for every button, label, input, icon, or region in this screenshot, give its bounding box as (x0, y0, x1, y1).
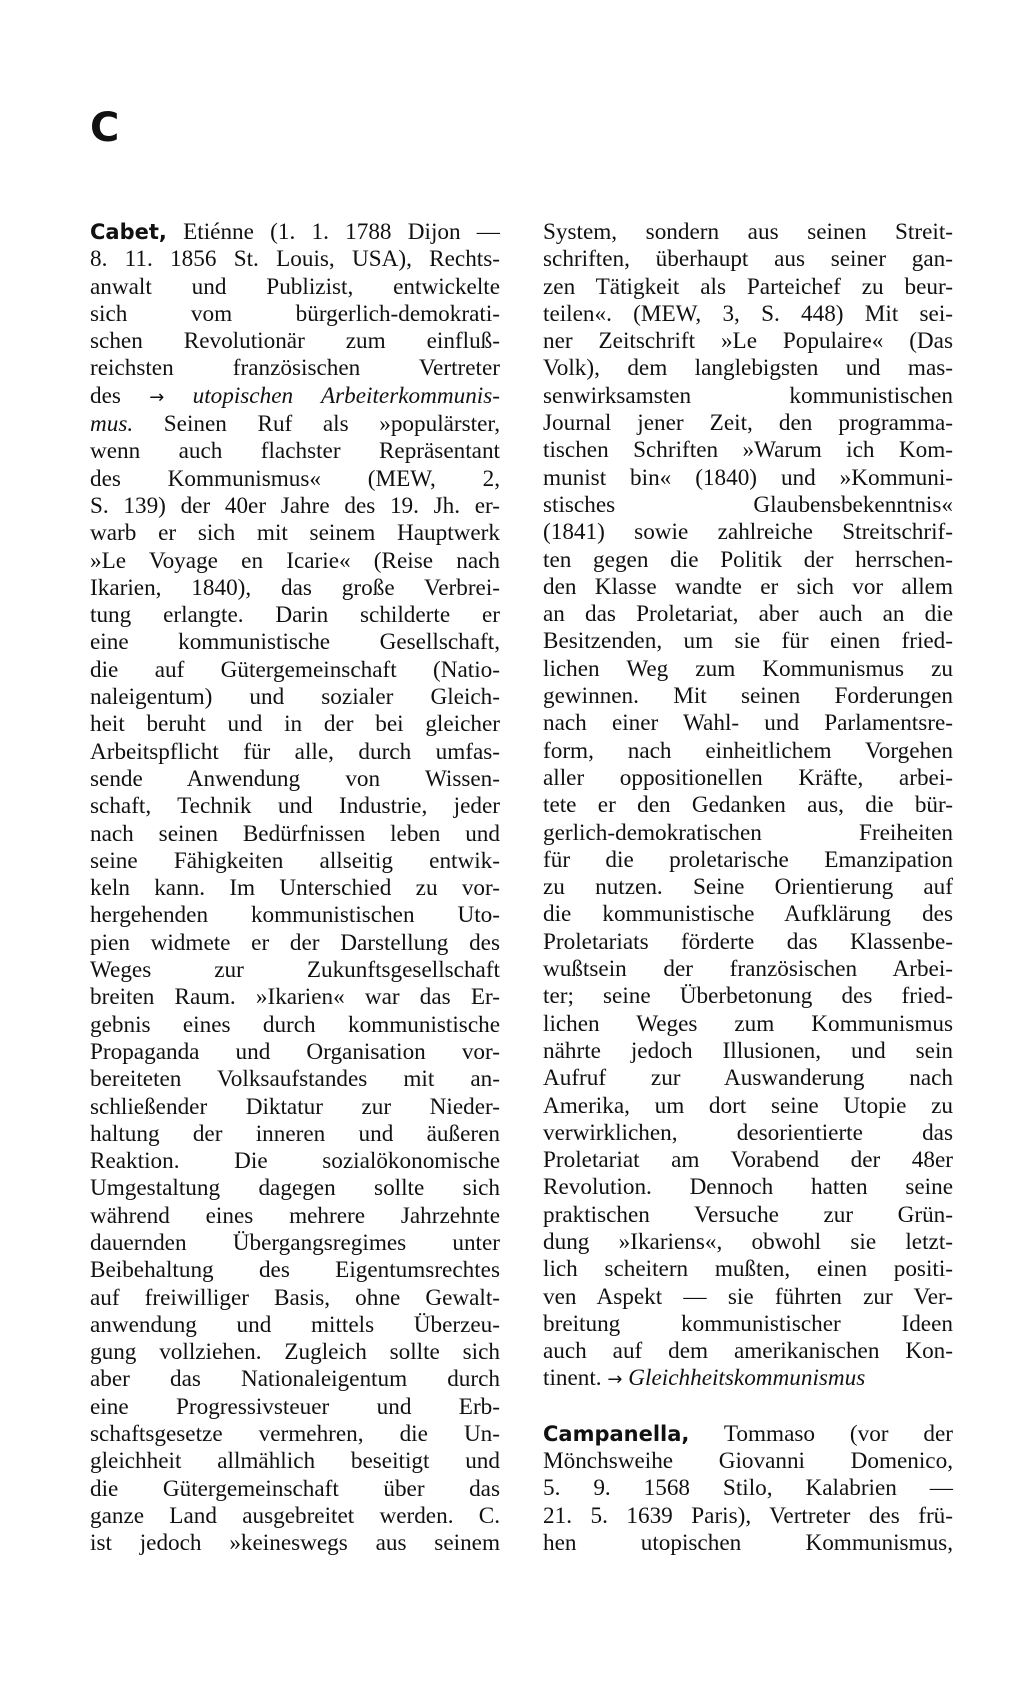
entry-headword: Campanella, (543, 1421, 690, 1446)
text-run: dauernden Übergangsregimes unter (90, 1229, 500, 1256)
text-line (543, 628, 953, 655)
text-line (543, 574, 953, 601)
text-line (90, 684, 500, 711)
text-line (90, 1503, 500, 1530)
text-line (543, 1093, 953, 1120)
text-line (543, 683, 953, 710)
text-run: aber das Nationaleigentum durch (90, 1366, 500, 1393)
text-run: Proletariat am Vorabend der 48er (543, 1147, 953, 1174)
text-line (90, 1066, 500, 1093)
text-run: Reaktion. Die sozialökonomische (90, 1148, 500, 1175)
text-run: lichen Weg zum Kommunismus zu (543, 655, 953, 682)
text-line (90, 1312, 500, 1339)
text-run: während eines mehrere Jahrzehnte (90, 1202, 500, 1229)
text-run: lichen Weges zum Kommunismus (543, 1010, 953, 1037)
text-run: Ikarien, 1840), das große Verbrei- (90, 574, 500, 601)
text-line (90, 1175, 500, 1202)
text-run: Aufruf zur Auswanderung nach (543, 1065, 953, 1092)
text-run: auf freiwilliger Basis, ohne Gewalt- (90, 1284, 500, 1311)
text-line (543, 901, 953, 928)
text-run: dung »Ikariens«, obwohl sie letzt- (543, 1228, 953, 1255)
text-line (90, 1285, 500, 1312)
text-line (543, 1284, 953, 1311)
text-run: Mönchsweihe Giovanni Domenico, (543, 1448, 953, 1475)
text-line (543, 1120, 953, 1147)
text-line (543, 792, 953, 819)
text-run: hergehenden kommunistischen Uto- (90, 902, 500, 929)
text-run: für die proletarische Emanzipation (543, 846, 953, 873)
text-run: breiten Raum. »Ikarien« war das Er- (90, 984, 500, 1011)
text-line (90, 246, 500, 273)
text-line (90, 1339, 500, 1366)
text-run: tischen Schriften »Warum ich Kom- (543, 437, 953, 464)
text-run: Etiénne (1. 1. 1788 Dijon — (166, 219, 500, 245)
text-run: schen Revolutionär zum einfluß- (90, 328, 500, 355)
text-run: schriften, überhaupt aus seiner gan- (543, 246, 953, 273)
text-run: seine Fähigkeiten allseitig entwik- (90, 847, 500, 874)
text-run: Propaganda und Organisation vor- (90, 1038, 500, 1065)
text-line (90, 1039, 500, 1066)
text-line (90, 1094, 500, 1121)
cross-reference-term: utopischen Arbeiterkommunis- (164, 382, 500, 409)
text-line (90, 575, 500, 602)
text-line (543, 1038, 953, 1065)
text-run: anwendung und mittels Überzeu- (90, 1311, 500, 1338)
text-line (90, 383, 500, 411)
text-line (90, 821, 500, 848)
text-line (543, 656, 953, 683)
text-run: Umgestaltung dagegen sollte sich (90, 1175, 500, 1202)
text-line (90, 1476, 500, 1503)
text-run: verwirklichen, desorientierte das (543, 1119, 953, 1146)
text-run: 5. 9. 1568 Stilo, Kalabrien — (543, 1475, 953, 1502)
text-run: wenn auch flachster Repräsentant (90, 438, 500, 465)
text-run: gleichheit allmählich beseitigt und (90, 1448, 500, 1475)
text-run: stisches Glaubensbekenntnis« (543, 491, 953, 518)
text-run: tinent. (543, 1365, 608, 1392)
text-line (90, 875, 500, 902)
cross-reference-term: Gleichheitskommunismus (622, 1365, 866, 1392)
text-run: Seinen Ruf als »populärster, (133, 411, 500, 438)
text-run: warb er sich mit seinem Hauptwerk (90, 520, 500, 547)
text-line (90, 602, 500, 629)
text-run: breitung kommunistischer Ideen (543, 1310, 953, 1337)
text-line (543, 847, 953, 874)
text-run: schaft, Technik und Industrie, jeder (90, 793, 500, 820)
text-run: hen utopischen Kommunismus, (543, 1529, 953, 1556)
text-line (90, 1230, 500, 1257)
text-line (90, 1203, 500, 1230)
text-line (90, 629, 500, 656)
text-run: wußtsein der französischen Arbei- (543, 956, 953, 983)
text-run: tung erlangte. Darin schilderte er (90, 602, 500, 629)
text-line (543, 410, 953, 437)
text-run: System, sondern aus seinen Streit- (543, 219, 953, 245)
text-line (543, 1448, 953, 1475)
text-column-right (543, 219, 953, 1557)
text-run: Journal jener Zeit, den programma- (543, 410, 953, 437)
text-line (543, 983, 953, 1010)
text-run: auch auf dem amerikanischen Kon- (543, 1338, 953, 1365)
entry-headword: Cabet, (90, 220, 167, 244)
text-line (543, 956, 953, 983)
text-run: 8. 11. 1856 St. Louis, USA), Rechts- (90, 246, 500, 273)
text-run: lich scheitern mußten, einen positi- (543, 1256, 953, 1283)
text-line (90, 1121, 500, 1148)
text-line (90, 355, 500, 382)
text-line (543, 246, 953, 273)
text-run: die kommunistische Aufklärung des (543, 901, 953, 928)
text-run: Volk), dem langlebigsten und mas- (543, 355, 953, 382)
text-line (90, 848, 500, 875)
text-line (543, 274, 953, 301)
text-run: nährte jedoch Illusionen, und sein (543, 1037, 953, 1064)
text-line (543, 1256, 953, 1283)
text-line (90, 219, 500, 246)
text-run: (1841) sowie zahlreiche Streitschrif- (543, 519, 953, 546)
text-run: Proletariats förderte das Klassenbe- (543, 928, 953, 955)
text-run: an das Proletariat, aber auch an die (543, 601, 953, 628)
text-run: »Le Voyage en Icarie« (Reise nach (90, 547, 500, 574)
text-run: aller oppositionellen Kräfte, arbei- (543, 764, 953, 791)
cross-reference-term: mus. (90, 411, 134, 438)
text-run: ganze Land ausgebreitet werden. C. (90, 1502, 500, 1529)
text-run: gerlich-demokratischen Freiheiten (543, 819, 953, 846)
text-run: Arbeitspflicht für alle, durch umfas- (90, 738, 500, 765)
text-line (543, 765, 953, 792)
text-run: eine Progressivsteuer und Erb- (90, 1393, 500, 1420)
text-line (543, 1338, 953, 1365)
text-run: pien widmete er der Darstellung des (90, 929, 500, 956)
text-line (90, 957, 500, 984)
text-run: ven Aspekt — sie führten zur Ver- (543, 1283, 953, 1310)
text-run: gebnis eines durch kommunistische (90, 1011, 500, 1038)
text-run: die auf Gütergemeinschaft (Natio- (90, 656, 500, 683)
text-run: ner Zeitschrift »Le Populaire« (Das (543, 328, 953, 355)
text-run: heit beruht und in der bei gleicher (90, 711, 500, 738)
text-line (543, 1174, 953, 1201)
text-line (90, 1257, 500, 1284)
text-run: nach einer Wahl- und Parlamentsre- (543, 710, 953, 737)
cross-reference-arrow-icon: → (607, 1369, 623, 1391)
text-run: praktischen Versuche zur Grün- (543, 1201, 953, 1228)
text-run: schließender Diktatur zur Nieder- (90, 1093, 500, 1120)
text-line (90, 411, 500, 438)
text-line (90, 1448, 500, 1475)
text-run: des Kommunismus« (MEW, 2, (90, 465, 500, 492)
text-run: senwirksamsten kommunistischen (543, 382, 953, 409)
text-run: naleigentum) und sozialer Gleich- (90, 684, 500, 711)
text-line (90, 902, 500, 929)
text-run: teilen«. (MEW, 3, S. 448) Mit sei- (543, 300, 953, 327)
text-line (90, 984, 500, 1011)
paragraph-gap (543, 1394, 953, 1421)
text-line (90, 466, 500, 493)
text-line (543, 1202, 953, 1229)
text-line (543, 383, 953, 410)
text-run: tete er den Gedanken aus, die bür- (543, 792, 953, 819)
text-line (90, 493, 500, 520)
text-run: die Gütergemeinschaft über das (90, 1475, 500, 1502)
text-run: 21. 5. 1639 Paris), Vertreter des frü- (543, 1502, 953, 1529)
text-run: haltung der inneren und äußeren (90, 1120, 500, 1147)
text-run: zen Tätigkeit als Parteichef zu beur- (543, 273, 953, 300)
text-line (543, 1475, 953, 1502)
text-run: Besitzenden, um sie für einen fried- (543, 628, 953, 655)
text-run: ist jedoch »keineswegs aus seinem (90, 1530, 500, 1557)
text-line (543, 492, 953, 519)
text-line (543, 820, 953, 847)
text-run: sende Anwendung von Wissen- (90, 765, 500, 792)
text-run: S. 139) der 40er Jahre des 19. Jh. er- (90, 492, 500, 519)
text-line (543, 355, 953, 382)
text-line (90, 1148, 500, 1175)
text-line (90, 1394, 500, 1421)
text-line (90, 301, 500, 328)
text-run: den Klasse wandte er sich vor allem (543, 573, 953, 600)
text-line (543, 465, 953, 492)
text-run: Revolution. Dennoch hatten seine (543, 1174, 953, 1201)
text-run: sich vom bürgerlich-demokrati- (90, 300, 500, 327)
text-run: keln kann. Im Unterschied zu vor- (90, 875, 500, 902)
text-line (90, 793, 500, 820)
text-run: Weges zur Zukunftsgesellschaft (90, 957, 500, 984)
text-line (543, 301, 953, 328)
text-run: Beibehaltung des Eigentumsrechtes (90, 1257, 500, 1284)
text-run: form, nach einheitlichem Vorgehen (543, 737, 953, 764)
text-line (543, 1503, 953, 1530)
text-line (90, 1421, 500, 1448)
text-line (90, 548, 500, 575)
text-line (543, 601, 953, 628)
text-line (90, 1530, 500, 1557)
text-line (90, 274, 500, 301)
text-line (90, 438, 500, 465)
text-line (543, 519, 953, 546)
text-line (543, 929, 953, 956)
text-run: bereiteten Volksaufstandes mit an- (90, 1066, 500, 1093)
text-line (543, 1311, 953, 1338)
text-line (543, 1011, 953, 1038)
text-run: anwalt und Publizist, entwickelte (90, 273, 500, 300)
text-line (90, 711, 500, 738)
text-line (90, 328, 500, 355)
text-run: zu nutzen. Seine Orientierung auf (543, 874, 953, 901)
text-run: munist bin« (1840) und »Kommuni- (543, 464, 953, 491)
text-run: des (90, 382, 150, 409)
text-line (543, 1530, 953, 1557)
text-line (90, 766, 500, 793)
text-run: Tommaso (vor der (689, 1420, 953, 1447)
text-run: Amerika, um dort seine Utopie zu (543, 1092, 953, 1119)
text-line (543, 1229, 953, 1256)
text-line (543, 547, 953, 574)
text-line (543, 219, 953, 246)
text-line (543, 1065, 953, 1092)
text-column-left (90, 219, 500, 1558)
text-line (90, 930, 500, 957)
text-line (543, 874, 953, 901)
text-line (543, 328, 953, 355)
section-letter: C (90, 105, 120, 151)
text-run: eine kommunistische Gesellschaft, (90, 629, 500, 656)
text-line (90, 1366, 500, 1393)
text-run: nach seinen Bedürfnissen leben und (90, 820, 500, 847)
text-line (90, 739, 500, 766)
text-run: ten gegen die Politik der herrschen- (543, 546, 953, 573)
text-line (543, 1365, 953, 1393)
text-run: ter; seine Überbetonung des fried- (543, 983, 953, 1010)
text-line (543, 1147, 953, 1174)
text-line (543, 437, 953, 464)
cross-reference-arrow-icon: → (149, 386, 165, 408)
text-line (543, 710, 953, 737)
text-line (543, 1421, 953, 1448)
text-run: schaftsgesetze vermehren, die Un- (90, 1421, 500, 1448)
text-line (543, 738, 953, 765)
text-line (90, 657, 500, 684)
text-line (90, 1012, 500, 1039)
text-run: gewinnen. Mit seinen Forderungen (543, 683, 953, 710)
text-run: gung vollziehen. Zugleich sollte sich (90, 1339, 500, 1366)
text-run: reichsten französischen Vertreter (90, 355, 500, 382)
text-line (90, 520, 500, 547)
